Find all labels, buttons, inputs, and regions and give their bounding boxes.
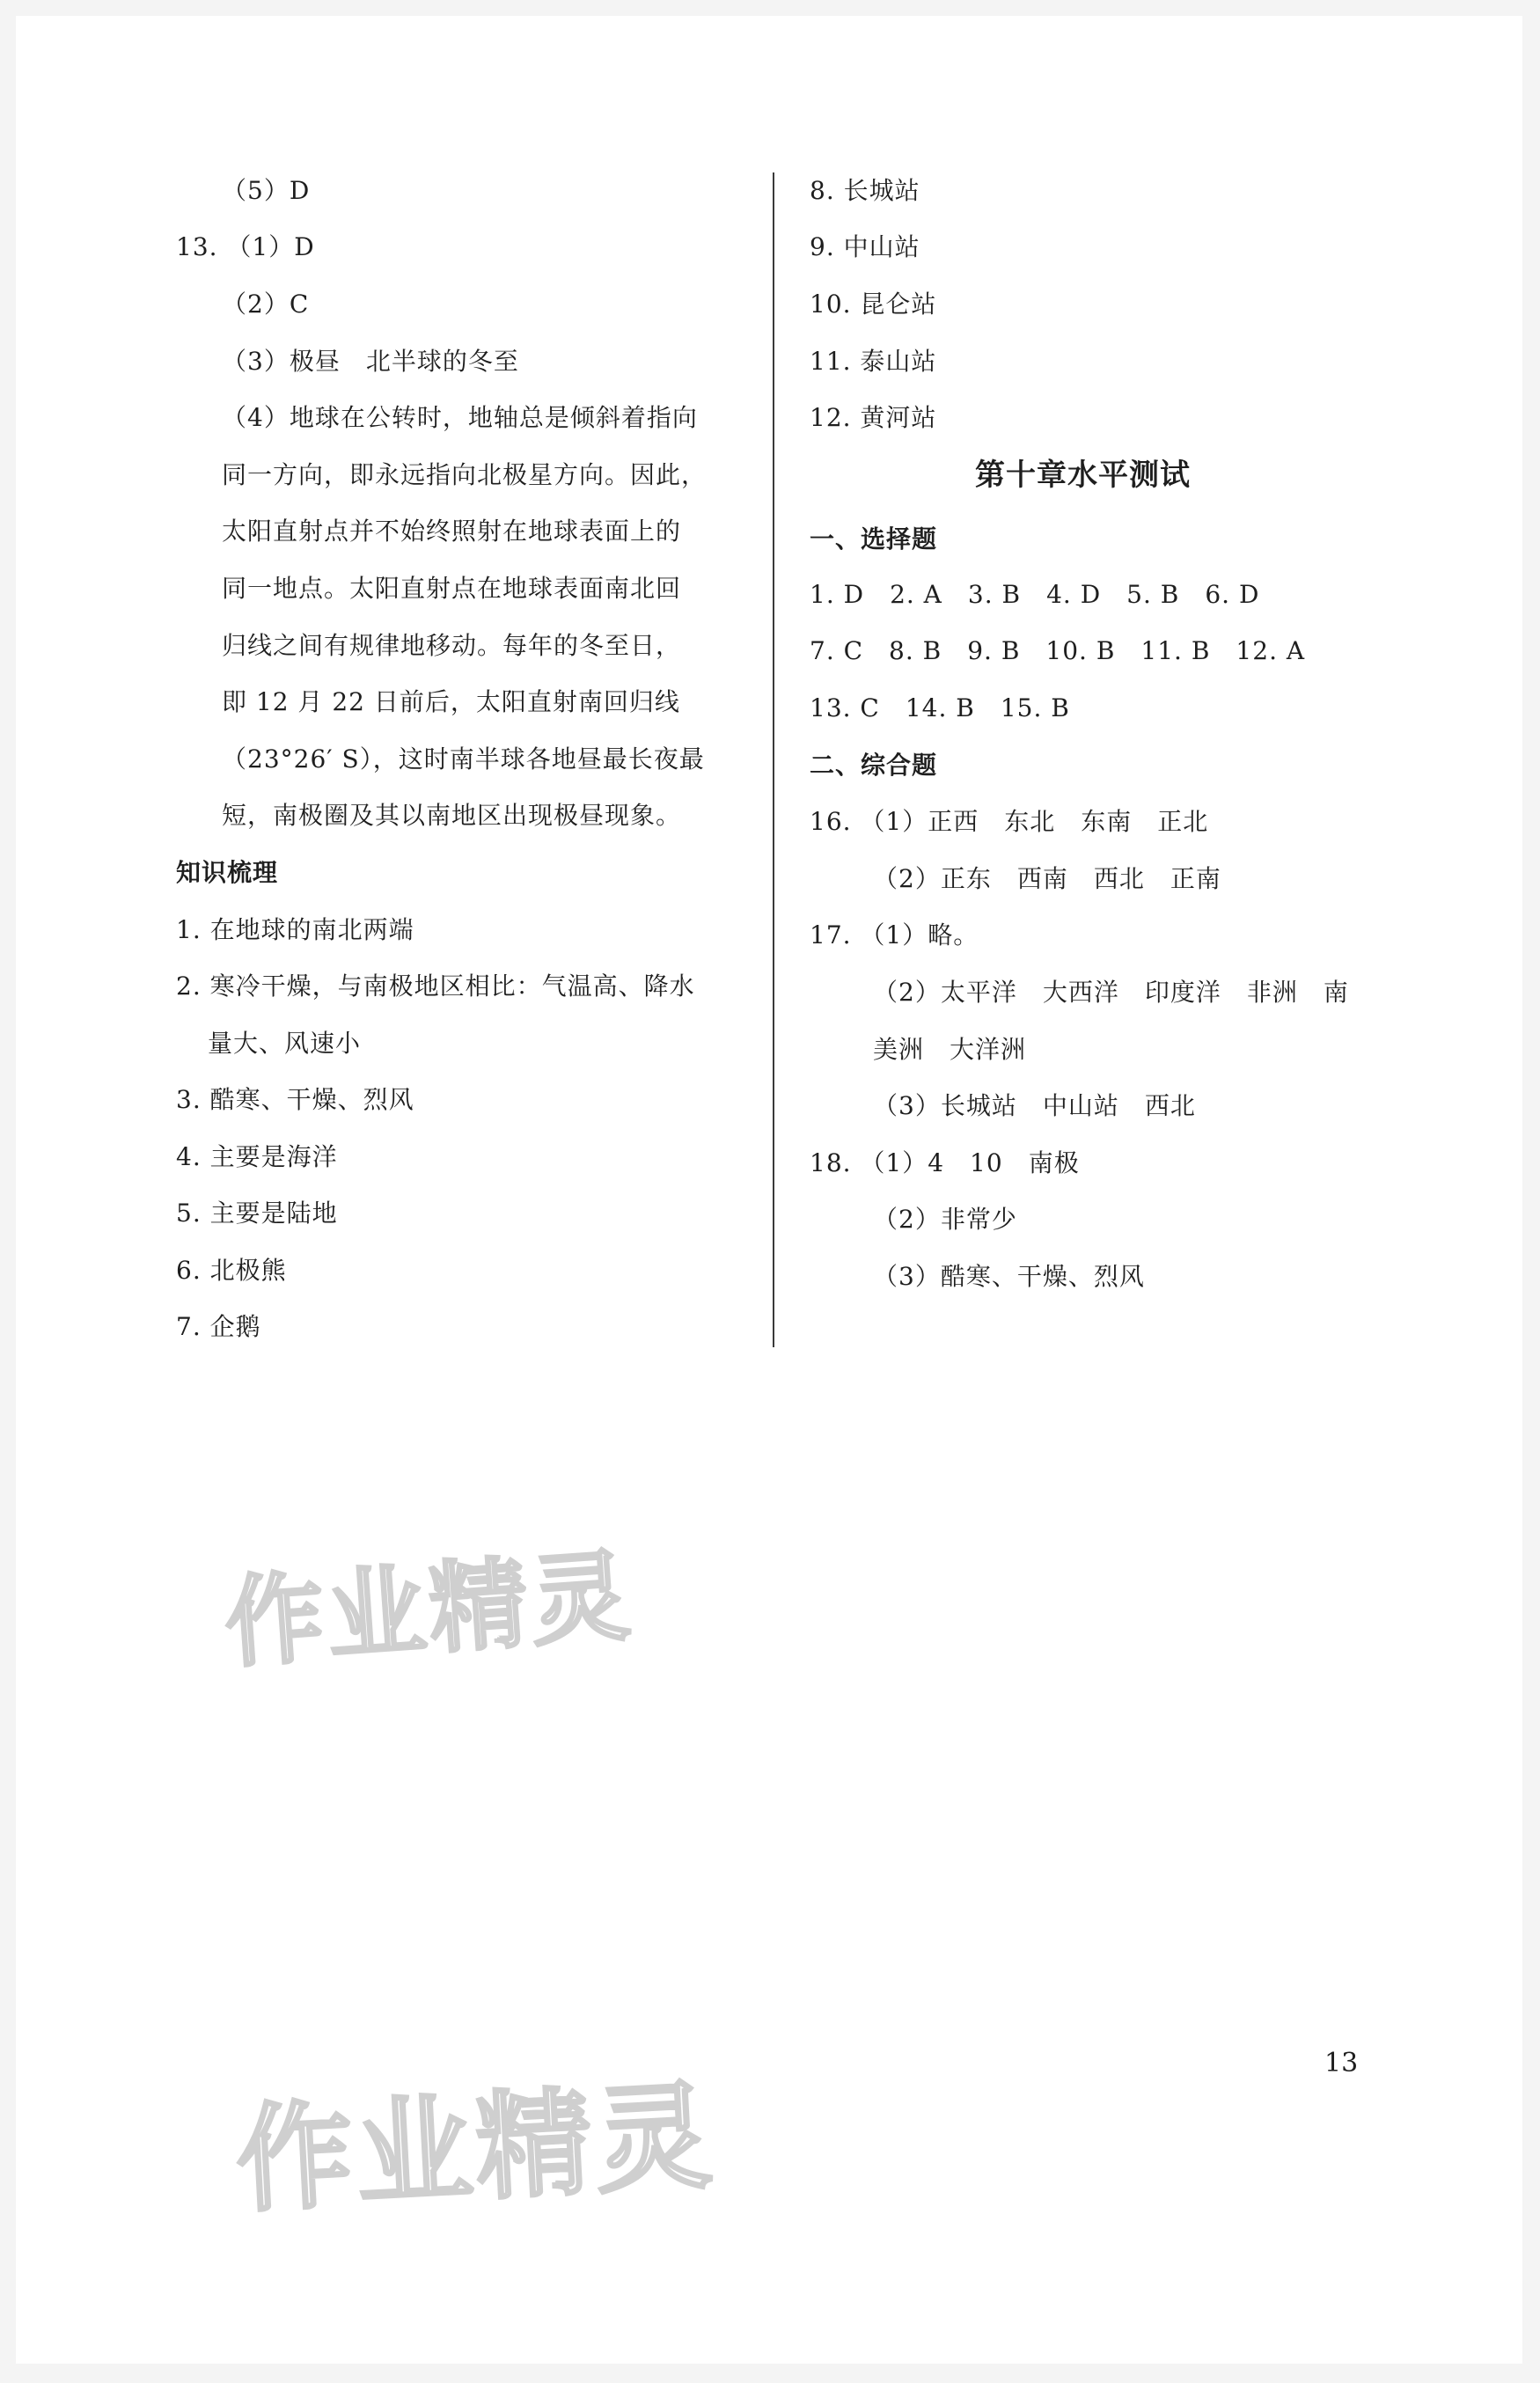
chapter-title: 第十章水平测试 xyxy=(975,458,1191,493)
answer-line: 5. 主要是陆地 xyxy=(176,1199,338,1228)
answer-line: （3）极昼 北半球的冬至 xyxy=(222,347,519,376)
answer-line: （23°26′ S），这时南半球各地昼最长夜最 xyxy=(222,744,705,774)
answer-line: 6. 北极熊 xyxy=(176,1256,287,1285)
answer-line: 归线之间有规律地移动。每年的冬至日， xyxy=(222,631,682,660)
answer-line: 1. D 2. A 3. B 4. D 5. B 6. D xyxy=(810,580,1260,609)
answer-line: 13. （1）D xyxy=(176,232,315,261)
page-number: 13 xyxy=(1324,2048,1359,2079)
answer-line: 11. 泰山站 xyxy=(810,347,937,376)
answer-line: 美洲 大洋洲 xyxy=(873,1035,1027,1064)
column-divider xyxy=(773,172,774,1347)
section-heading: 一、选择题 xyxy=(810,524,938,554)
section-heading: 二、综合题 xyxy=(810,751,938,780)
answer-line: 1. 在地球的南北两端 xyxy=(176,915,414,944)
answer-line: 10. 昆仑站 xyxy=(810,290,937,319)
answer-line: 同一方向，即永远指向北极星方向。因此， xyxy=(222,460,708,489)
answer-line: 7. 企鹅 xyxy=(176,1312,261,1341)
watermark-text: 作业精灵 xyxy=(232,2068,719,2230)
answer-line: 13. C 14. B 15. B xyxy=(810,693,1070,722)
answer-line: 7. C 8. B 9. B 10. B 11. B 12. A xyxy=(810,636,1306,665)
answer-line: 3. 酷寒、干燥、烈风 xyxy=(176,1085,414,1114)
answer-line: 太阳直射点并不始终照射在地球表面上的 xyxy=(222,517,682,546)
watermark-text: 作业精灵 xyxy=(221,1538,637,1683)
answer-line: 即 12 月 22 日前后，太阳直射南回归线 xyxy=(222,687,680,716)
answer-line: （4）地球在公转时，地轴总是倾斜着指向 xyxy=(222,403,698,432)
answer-line: 量大、风速小 xyxy=(208,1029,362,1058)
answer-line: 17. （1）略。 xyxy=(810,920,979,950)
answer-line: （2）太平洋 大西洋 印度洋 非洲 南 xyxy=(873,978,1349,1007)
answer-line: 9. 中山站 xyxy=(810,232,920,261)
answer-line: （2）非常少 xyxy=(873,1205,1017,1234)
answer-line: （2）正东 西南 西北 正南 xyxy=(873,864,1221,893)
answer-line: 4. 主要是海洋 xyxy=(176,1142,338,1171)
answer-line: 16. （1）正西 东北 东南 正北 xyxy=(810,807,1209,836)
answer-line: 12. 黄河站 xyxy=(810,403,937,432)
answer-line: （3）长城站 中山站 西北 xyxy=(873,1091,1196,1120)
answer-line: （3）酷寒、干燥、烈风 xyxy=(873,1262,1145,1291)
section-heading: 知识梳理 xyxy=(176,858,279,887)
answer-line: 2. 寒冷干燥，与南极地区相比：气温高、降水 xyxy=(176,972,695,1001)
answer-line: （5）D xyxy=(222,176,311,205)
answer-line: （2）C xyxy=(222,290,310,319)
answer-line: 8. 长城站 xyxy=(810,176,920,205)
answer-line: 同一地点。太阳直射点在地球表面南北回 xyxy=(222,574,682,603)
answer-line: 18. （1）4 10 南极 xyxy=(810,1148,1080,1177)
answer-line: 短，南极圈及其以南地区出现极昼现象。 xyxy=(222,801,682,830)
